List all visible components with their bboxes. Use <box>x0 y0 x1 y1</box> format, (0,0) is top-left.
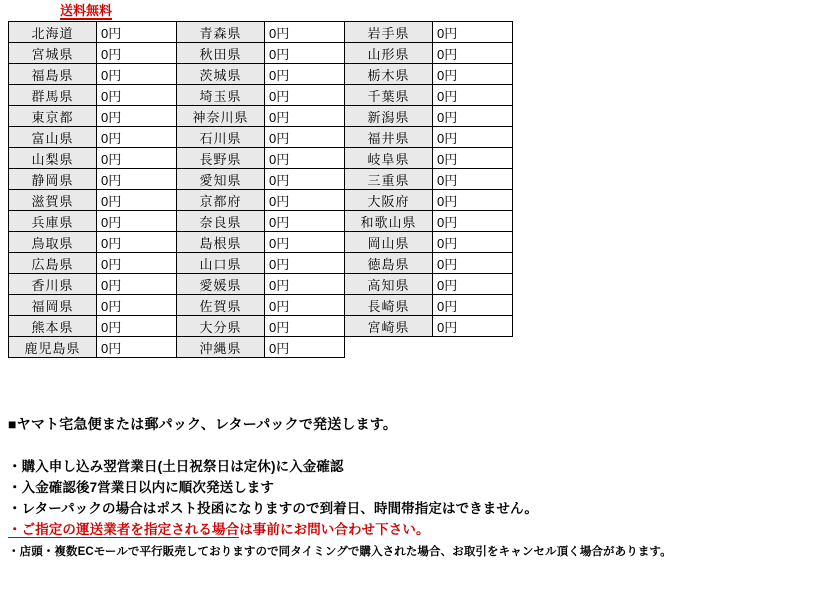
prefecture-cell: 神奈川県 <box>177 106 265 127</box>
prefecture-cell: 兵庫県 <box>9 211 97 232</box>
fee-cell: 0円 <box>265 148 345 169</box>
fee-cell: 0円 <box>97 148 177 169</box>
fee-cell: 0円 <box>97 64 177 85</box>
table-row <box>9 43 513 64</box>
fee-cell: 0円 <box>97 274 177 295</box>
fee-cell: 0円 <box>433 190 513 211</box>
prefecture-cell: 埼玉県 <box>177 85 265 106</box>
fee-cell: 0円 <box>433 169 513 190</box>
fee-cell: 0円 <box>433 127 513 148</box>
fee-cell: 0円 <box>265 106 345 127</box>
note-carrier-rest: は事前にお問い合わせ下さい。 <box>239 522 430 537</box>
fee-cell: 0円 <box>97 190 177 211</box>
table-row <box>9 106 513 127</box>
fee-cell: 0円 <box>97 211 177 232</box>
table-row <box>9 169 513 190</box>
notes-heading: ■ヤマト宅急便または郵パック、レターパックで発送します。 <box>8 416 398 432</box>
fee-cell: 0円 <box>265 85 345 106</box>
note-carrier-underlined: ・ご指定の運送業者を指定される場合 <box>8 522 240 537</box>
prefecture-cell: 三重県 <box>345 169 433 190</box>
fee-cell: 0円 <box>97 85 177 106</box>
prefecture-cell: 福岡県 <box>9 295 97 316</box>
table-row <box>9 127 513 148</box>
fee-cell: 0円 <box>97 106 177 127</box>
prefecture-cell: 千葉県 <box>345 85 433 106</box>
prefecture-cell: 佐賀県 <box>177 295 265 316</box>
fee-cell: 0円 <box>265 253 345 274</box>
fee-cell: 0円 <box>433 253 513 274</box>
fee-cell: 0円 <box>97 169 177 190</box>
fee-cell: 0円 <box>265 43 345 64</box>
prefecture-cell: 鳥取県 <box>9 232 97 253</box>
prefecture-cell: 栃木県 <box>345 64 433 85</box>
fee-cell: 0円 <box>265 169 345 190</box>
fee-cell: 0円 <box>97 295 177 316</box>
table-row <box>9 253 513 274</box>
table-row <box>9 337 513 358</box>
table-row <box>9 190 513 211</box>
fee-cell: 0円 <box>433 211 513 232</box>
prefecture-cell: 沖縄県 <box>177 337 265 358</box>
prefecture-cell: 和歌山県 <box>345 211 433 232</box>
fee-cell: 0円 <box>265 22 345 43</box>
fee-cell: 0円 <box>433 274 513 295</box>
prefecture-cell: 滋賀県 <box>9 190 97 211</box>
note-small-print: ・店頭・複数ECモールで平行販売しておりますので同タイミングで購入された場合、お取引をキャンセル頂く場合があります。 <box>8 546 672 558</box>
note-line-1: ・購入申し込み翌営業日(土日祝祭日は定休)に入金確認 <box>8 459 344 474</box>
prefecture-cell: 愛媛県 <box>177 274 265 295</box>
shipping-fee-table <box>8 21 513 358</box>
prefecture-cell: 北海道 <box>9 22 97 43</box>
note-line-carrier <box>8 519 808 540</box>
fee-cell: 0円 <box>97 253 177 274</box>
prefecture-cell: 長野県 <box>177 148 265 169</box>
prefecture-cell: 熊本県 <box>9 316 97 337</box>
fee-cell: 0円 <box>433 316 513 337</box>
fee-cell: 0円 <box>433 22 513 43</box>
table-row <box>9 148 513 169</box>
table-row <box>9 211 513 232</box>
fee-cell: 0円 <box>265 127 345 148</box>
fee-cell: 0円 <box>433 295 513 316</box>
note-line-2: ・入金確認後7営業日以内に順次発送します <box>8 480 275 495</box>
prefecture-cell: 岩手県 <box>345 22 433 43</box>
blank-cell <box>433 337 513 358</box>
fee-cell: 0円 <box>265 316 345 337</box>
prefecture-cell: 大分県 <box>177 316 265 337</box>
fee-cell: 0円 <box>97 22 177 43</box>
prefecture-cell: 宮崎県 <box>345 316 433 337</box>
prefecture-cell: 群馬県 <box>9 85 97 106</box>
prefecture-cell: 富山県 <box>9 127 97 148</box>
fee-cell: 0円 <box>265 295 345 316</box>
prefecture-cell: 大阪府 <box>345 190 433 211</box>
fee-cell: 0円 <box>265 232 345 253</box>
table-row <box>9 232 513 253</box>
prefecture-cell: 新潟県 <box>345 106 433 127</box>
shipping-fee-table-body <box>9 22 513 358</box>
prefecture-cell: 岐阜県 <box>345 148 433 169</box>
fee-cell: 0円 <box>97 43 177 64</box>
fee-cell: 0円 <box>265 190 345 211</box>
prefecture-cell: 長崎県 <box>345 295 433 316</box>
prefecture-cell: 青森県 <box>177 22 265 43</box>
fee-cell: 0円 <box>433 64 513 85</box>
prefecture-cell: 岡山県 <box>345 232 433 253</box>
fee-cell: 0円 <box>265 64 345 85</box>
fee-cell: 0円 <box>433 43 513 64</box>
fee-cell: 0円 <box>97 316 177 337</box>
prefecture-cell: 静岡県 <box>9 169 97 190</box>
fee-cell: 0円 <box>433 232 513 253</box>
fee-cell: 0円 <box>433 106 513 127</box>
prefecture-cell: 山形県 <box>345 43 433 64</box>
prefecture-cell: 京都府 <box>177 190 265 211</box>
prefecture-cell: 石川県 <box>177 127 265 148</box>
fee-cell: 0円 <box>433 85 513 106</box>
prefecture-cell: 広島県 <box>9 253 97 274</box>
prefecture-cell: 鹿児島県 <box>9 337 97 358</box>
prefecture-cell: 宮城県 <box>9 43 97 64</box>
prefecture-cell: 奈良県 <box>177 211 265 232</box>
fee-cell: 0円 <box>97 337 177 358</box>
free-shipping-label: 送料無料 <box>60 3 113 18</box>
prefecture-cell: 福島県 <box>9 64 97 85</box>
table-row <box>9 316 513 337</box>
blank-cell <box>345 337 433 358</box>
table-row <box>9 274 513 295</box>
table-row <box>9 22 513 43</box>
prefecture-cell: 山梨県 <box>9 148 97 169</box>
prefecture-cell: 秋田県 <box>177 43 265 64</box>
table-row <box>9 64 513 85</box>
prefecture-cell: 福井県 <box>345 127 433 148</box>
note-line-3: ・レターパックの場合はポスト投函になりますので到着日、時間帯指定はできません。 <box>8 501 538 516</box>
fee-cell: 0円 <box>97 127 177 148</box>
fee-cell: 0円 <box>265 274 345 295</box>
prefecture-cell: 山口県 <box>177 253 265 274</box>
prefecture-cell: 香川県 <box>9 274 97 295</box>
fee-cell: 0円 <box>433 148 513 169</box>
table-row <box>9 85 513 106</box>
prefecture-cell: 愛知県 <box>177 169 265 190</box>
fee-cell: 0円 <box>97 232 177 253</box>
fee-cell: 0円 <box>265 211 345 232</box>
notes-block <box>8 414 808 561</box>
table-row <box>9 295 513 316</box>
prefecture-cell: 高知県 <box>345 274 433 295</box>
prefecture-cell: 東京都 <box>9 106 97 127</box>
fee-cell: 0円 <box>265 337 345 358</box>
prefecture-cell: 徳島県 <box>345 253 433 274</box>
prefecture-cell: 島根県 <box>177 232 265 253</box>
prefecture-cell: 茨城県 <box>177 64 265 85</box>
